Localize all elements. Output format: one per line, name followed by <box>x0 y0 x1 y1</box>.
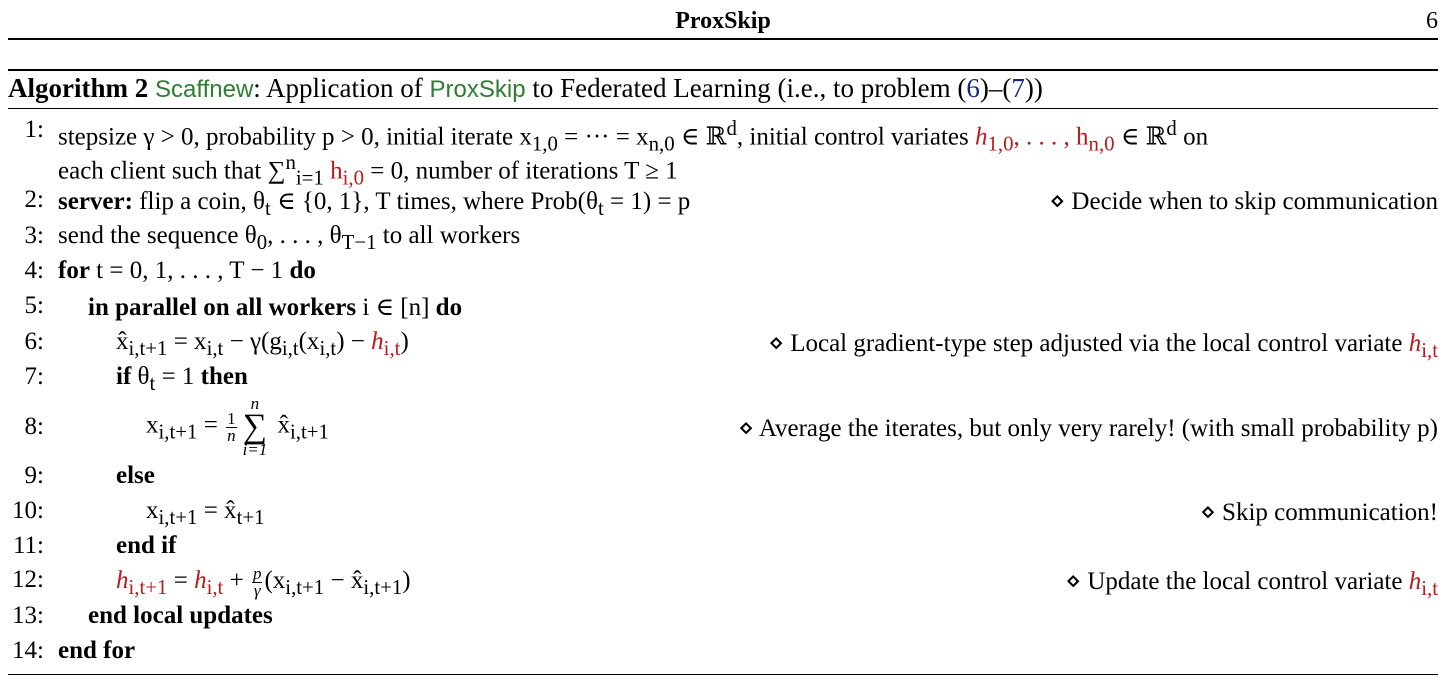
line-text-part: x <box>146 497 159 524</box>
fraction <box>252 566 263 599</box>
fraction-numerator: 1 <box>227 408 236 428</box>
method-name-2: ProxSkip <box>429 76 526 103</box>
line-text-part: (x <box>298 328 320 355</box>
equation-ref-6[interactable]: 6 <box>966 73 980 103</box>
fraction <box>226 408 237 445</box>
comment-text: ⋄ Update the local control variate <box>1065 568 1403 595</box>
line-text-part: ∈ ℝ <box>1114 123 1167 151</box>
line-text <box>58 150 678 190</box>
line-text <box>116 328 409 361</box>
line-text-part: each client such that ∑ <box>58 157 286 185</box>
algorithm-caption <box>8 73 1043 104</box>
line-text-part: i,t <box>383 336 401 360</box>
line-text-part: ) <box>400 328 409 355</box>
keyword: end for <box>58 637 136 664</box>
line-text-part: x̂ <box>116 328 129 355</box>
line-text-part: i,t+1 <box>128 575 168 600</box>
line-text-part: i,t+1 <box>285 575 325 600</box>
line-text-part: i,t+1 <box>290 419 329 444</box>
algorithm-line-8 <box>0 396 1456 464</box>
line-text-part: 1,0 <box>987 131 1014 156</box>
line-text-part: flip a coin, θ <box>132 188 266 215</box>
control-variate: h <box>194 567 207 595</box>
algorithm-mid-rule <box>8 108 1438 109</box>
line-number: 4: <box>24 257 44 284</box>
line-text <box>146 497 265 530</box>
line-number: 7: <box>24 363 44 390</box>
keyword: for <box>58 257 90 284</box>
caption-dash: )–( <box>979 73 1012 103</box>
line-number: 2: <box>24 186 44 213</box>
line-text-part: , initial control variates <box>736 123 975 151</box>
line-comment <box>768 328 1438 363</box>
line-text-part: + <box>223 567 250 595</box>
keyword: do <box>289 257 316 284</box>
line-text-part: i,t+1 <box>128 336 168 360</box>
line-number: 5: <box>24 292 44 319</box>
fraction-denominator: n <box>227 425 236 445</box>
sum-lower: i=1 <box>242 440 268 459</box>
line-number: 9: <box>24 462 44 489</box>
line-text-part: = 1) = p <box>603 188 691 215</box>
keyword: else <box>116 462 155 489</box>
line-text-part: t+1 <box>236 505 265 529</box>
line-number: 11: <box>12 532 44 559</box>
line-comment: ⋄ Skip communication! <box>1200 499 1438 526</box>
line-number: 14: <box>12 637 44 664</box>
line-text-part: t <box>265 196 271 220</box>
line-text-part: θ <box>131 363 150 390</box>
line-text-part: T−1 <box>341 230 377 254</box>
algorithm-label: Algorithm 2 <box>8 73 149 103</box>
line-text-part: = <box>197 411 225 439</box>
line-text-part: n,0 <box>648 131 675 156</box>
line-text-part: − γ(g <box>223 328 282 355</box>
line-text-part: 0 <box>256 230 268 254</box>
line-text-part: t <box>149 371 156 395</box>
line-text-part: = x̂ <box>197 497 237 524</box>
line-text-part: send the sequence θ <box>58 222 257 249</box>
line-text-part: i,t <box>1421 338 1438 362</box>
keyword: end if <box>116 532 177 559</box>
line-text-part: i,t+1 <box>363 575 403 600</box>
line-text-part: − x̂ <box>324 567 364 595</box>
keyword: in parallel on all workers <box>88 294 357 321</box>
line-text-part: d <box>1166 116 1177 140</box>
line-number: 3: <box>24 222 44 249</box>
control-variate: h <box>975 123 988 151</box>
line-number: 10: <box>12 497 44 524</box>
line-text <box>58 222 520 255</box>
keyword: then <box>200 363 248 390</box>
header-rule <box>8 38 1438 40</box>
line-text-part: ∈ ℝ <box>674 123 727 151</box>
summation <box>243 396 268 458</box>
line-text-part: i=1 <box>295 165 324 190</box>
method-name: Scaffnew <box>154 76 254 103</box>
sum-upper: n <box>250 394 260 413</box>
line-number: 12: <box>12 566 44 593</box>
sum-sign: ∑ <box>242 408 268 445</box>
line-text-part: t <box>597 196 604 220</box>
control-variate: h <box>1408 568 1422 595</box>
line-text-part: i,0 <box>342 165 365 190</box>
control-variate: h <box>371 328 384 355</box>
line-text-part: i,t <box>281 336 299 360</box>
line-number: 13: <box>12 602 44 629</box>
line-text-part: d <box>726 116 737 140</box>
line-text <box>58 257 316 285</box>
line-text-part: , . . . , h <box>1013 123 1089 151</box>
comment-text: ⋄ Local gradient-type step adjusted via the local control variate <box>768 330 1403 357</box>
caption-text: : Application of <box>253 73 430 103</box>
keyword: do <box>435 294 463 321</box>
algorithm-bottom-rule <box>8 674 1438 675</box>
line-text <box>146 396 329 458</box>
caption-text-3: )) <box>1024 73 1043 103</box>
line-text-part: = ··· = x <box>557 123 649 151</box>
line-text <box>116 566 411 600</box>
line-text-part: = <box>167 567 195 595</box>
control-variate: h <box>323 157 343 185</box>
line-text-part: 1,0 <box>531 131 558 156</box>
algorithm-top-rule <box>8 69 1438 71</box>
line-text-part: ∈ {0, 1}, T times, where Prob(θ <box>270 188 598 215</box>
fraction-denominator: γ <box>253 581 261 600</box>
control-variate: h <box>116 567 129 595</box>
line-text <box>58 186 690 221</box>
line-number: 8: <box>24 413 44 440</box>
line-text-part: t = 0, 1, . . . , T − 1 <box>89 257 290 284</box>
keyword: end local updates <box>88 602 273 629</box>
line-text-part: = 0, number of iterations T ≥ 1 <box>364 157 678 185</box>
line-text-part: i,t <box>206 336 224 360</box>
fraction-numerator: p <box>252 564 262 583</box>
line-text-part: ) − <box>336 328 372 355</box>
caption-text-2: to Federated Learning (i.e., to problem ( <box>525 73 967 103</box>
line-text <box>88 292 462 322</box>
line-text-part: x <box>146 411 159 439</box>
line-text-part: (x <box>264 567 286 595</box>
line-text-part: n <box>285 150 296 174</box>
line-text-part: i,t <box>206 575 224 600</box>
line-number: 1: <box>24 116 44 143</box>
line-text-part: on <box>1176 123 1209 151</box>
keyword: server: <box>58 188 133 215</box>
line-text-part: x̂ <box>271 411 291 439</box>
running-head <box>8 4 1438 38</box>
line-comment <box>1065 566 1438 601</box>
line-text-part: ) <box>402 567 411 595</box>
line-text-part: i,t+1 <box>158 419 198 444</box>
line-text-part: i ∈ [n] <box>356 294 436 321</box>
running-title: ProxSkip <box>675 8 771 34</box>
equation-ref-7[interactable]: 7 <box>1011 73 1025 103</box>
line-text-part: i,t+1 <box>158 505 198 529</box>
line-text-part: , . . . , θ <box>267 222 342 249</box>
line-number: 6: <box>24 328 44 355</box>
keyword: if <box>116 363 132 390</box>
line-text-part: i,t <box>319 336 337 360</box>
line-comment: ⋄ Average the iterates, but only very rarely! (with small probability p) <box>738 415 1438 442</box>
line-text-part: i,t <box>1421 576 1438 600</box>
line-comment: ⋄ Decide when to skip communication <box>1049 188 1438 215</box>
line-text-part: = x <box>167 328 207 355</box>
line-text-part: to all workers <box>376 222 521 249</box>
line-text <box>116 363 248 396</box>
control-variate: h <box>1408 330 1422 357</box>
page-number: 6 <box>1426 8 1438 34</box>
line-text-part: = 1 <box>155 363 201 390</box>
line-text-part: stepsize γ > 0, probability p > 0, initial iterate x <box>58 123 532 151</box>
line-text-part: n,0 <box>1088 131 1115 156</box>
